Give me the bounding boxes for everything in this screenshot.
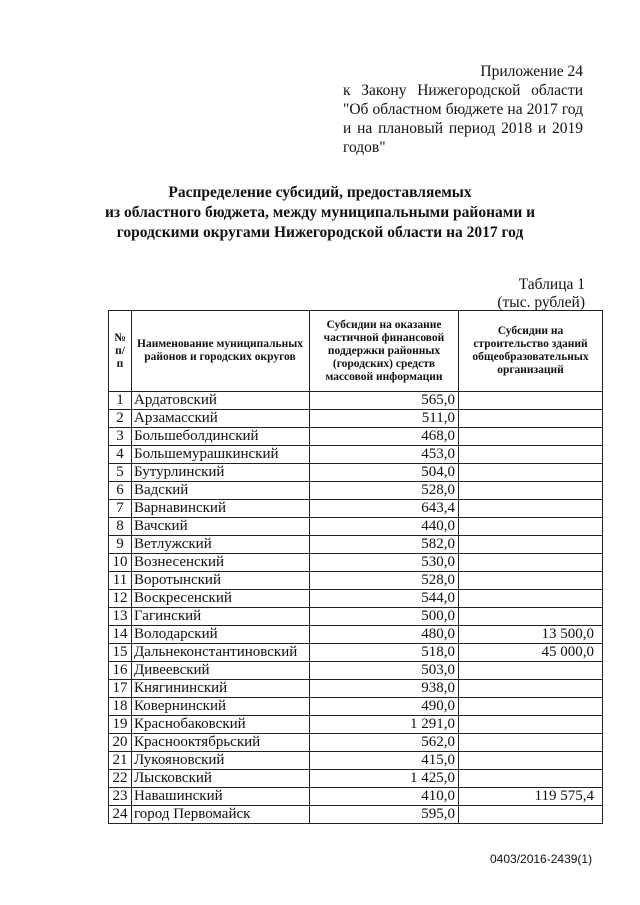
- media-subsidy: 500,0: [310, 608, 459, 626]
- schools-subsidy: [459, 608, 603, 626]
- schools-subsidy: [459, 392, 603, 410]
- media-subsidy: 562,0: [310, 734, 459, 752]
- district-name: Лысковский: [132, 770, 310, 788]
- row-number: 7: [109, 500, 132, 518]
- appendix-line: годов": [343, 139, 386, 156]
- table-row: [109, 734, 603, 752]
- schools-subsidy: 13 500,0: [459, 626, 603, 644]
- table-row: [109, 410, 603, 428]
- media-subsidy: 582,0: [310, 536, 459, 554]
- schools-subsidy: 45 000,0: [459, 644, 603, 662]
- header-schools: Субсидии на строительство зданий общеобразовательных организаций: [459, 311, 603, 392]
- district-name: Гагинский: [132, 608, 310, 626]
- schools-subsidy: [459, 464, 603, 482]
- table-row: [109, 644, 603, 662]
- table-row: [109, 608, 603, 626]
- table-row: [109, 464, 603, 482]
- district-name: Ковернинский: [132, 698, 310, 716]
- units-label: (тыс. рублей): [497, 294, 585, 311]
- media-subsidy: 504,0: [310, 464, 459, 482]
- table-caption: [480, 276, 585, 312]
- district-name: Дивеевский: [132, 662, 310, 680]
- table-row: [109, 698, 603, 716]
- district-name: Навашинский: [132, 788, 310, 806]
- district-name: Воротынский: [132, 572, 310, 590]
- table-row: [109, 554, 603, 572]
- district-name: Краснооктябрьский: [132, 734, 310, 752]
- table-header-row: [109, 311, 603, 392]
- media-subsidy: 565,0: [310, 392, 459, 410]
- media-subsidy: 1 291,0: [310, 716, 459, 734]
- table-row: [109, 752, 603, 770]
- schools-subsidy: 119 575,4: [459, 788, 603, 806]
- row-number: 22: [109, 770, 132, 788]
- row-number: 3: [109, 428, 132, 446]
- row-number: 13: [109, 608, 132, 626]
- district-name: Вознесенский: [132, 554, 310, 572]
- table-row: [109, 626, 603, 644]
- subsidy-table: [108, 310, 603, 824]
- media-subsidy: 528,0: [310, 572, 459, 590]
- row-number: 11: [109, 572, 132, 590]
- schools-subsidy: [459, 536, 603, 554]
- table-row: [109, 428, 603, 446]
- table-row: [109, 482, 603, 500]
- document-title: [100, 183, 540, 243]
- district-name: Арзамасский: [132, 410, 310, 428]
- schools-subsidy: [459, 518, 603, 536]
- row-number: 23: [109, 788, 132, 806]
- table-row: [109, 518, 603, 536]
- title-line: городскими округами Нижегородской области на 2017 год: [116, 224, 524, 241]
- district-name: город Первомайск: [132, 806, 310, 824]
- row-number: 15: [109, 644, 132, 662]
- district-name: Княгининский: [132, 680, 310, 698]
- table-row: [109, 770, 603, 788]
- title-line: Распределение субсидий, предоставляемых: [168, 184, 472, 201]
- table-row: [109, 392, 603, 410]
- appendix-number: Приложение 24: [480, 63, 583, 80]
- schools-subsidy: [459, 500, 603, 518]
- row-number: 18: [109, 698, 132, 716]
- media-subsidy: 453,0: [310, 446, 459, 464]
- row-number: 21: [109, 752, 132, 770]
- schools-subsidy: [459, 806, 603, 824]
- schools-subsidy: [459, 482, 603, 500]
- district-name: Вадский: [132, 482, 310, 500]
- media-subsidy: 490,0: [310, 698, 459, 716]
- schools-subsidy: [459, 410, 603, 428]
- media-subsidy: 410,0: [310, 788, 459, 806]
- table-row: [109, 572, 603, 590]
- schools-subsidy: [459, 734, 603, 752]
- header-name: Наименование муниципальных районов и городских округов: [132, 311, 310, 392]
- media-subsidy: 518,0: [310, 644, 459, 662]
- row-number: 10: [109, 554, 132, 572]
- appendix-line: к Закону Нижегородской области: [343, 82, 583, 99]
- table-row: [109, 446, 603, 464]
- appendix-line: "Об областном бюджете на 2017 год: [343, 101, 583, 118]
- table-label: Таблица 1: [518, 276, 585, 293]
- media-subsidy: 503,0: [310, 662, 459, 680]
- header-num: № п/п: [109, 311, 132, 392]
- district-name: Краснобаковский: [132, 716, 310, 734]
- row-number: 8: [109, 518, 132, 536]
- schools-subsidy: [459, 446, 603, 464]
- table-row: [109, 788, 603, 806]
- schools-subsidy: [459, 572, 603, 590]
- row-number: 5: [109, 464, 132, 482]
- district-name: Варнавинский: [132, 500, 310, 518]
- district-name: Дальнеконстантиновский: [132, 644, 310, 662]
- schools-subsidy: [459, 590, 603, 608]
- schools-subsidy: [459, 554, 603, 572]
- row-number: 9: [109, 536, 132, 554]
- title-line: из областного бюджета, между муниципальными районами и: [104, 204, 536, 221]
- media-subsidy: 530,0: [310, 554, 459, 572]
- table-row: [109, 806, 603, 824]
- schools-subsidy: [459, 698, 603, 716]
- row-number: 14: [109, 626, 132, 644]
- schools-subsidy: [459, 716, 603, 734]
- table-row: [109, 662, 603, 680]
- district-name: Володарский: [132, 626, 310, 644]
- district-name: Ветлужский: [132, 536, 310, 554]
- row-number: 17: [109, 680, 132, 698]
- row-number: 19: [109, 716, 132, 734]
- district-name: Бутурлинский: [132, 464, 310, 482]
- appendix-line: и на плановый период 2018 и 2019: [343, 120, 583, 137]
- table-row: [109, 680, 603, 698]
- appendix-header: [343, 62, 583, 157]
- header-media: Субсидии на оказание частичной финансовой поддержки районных (городских) средств массовой информации: [310, 311, 459, 392]
- media-subsidy: 595,0: [310, 806, 459, 824]
- row-number: 24: [109, 806, 132, 824]
- district-name: Большеболдинский: [132, 428, 310, 446]
- media-subsidy: 511,0: [310, 410, 459, 428]
- media-subsidy: 938,0: [310, 680, 459, 698]
- row-number: 12: [109, 590, 132, 608]
- district-name: Ардатовский: [132, 392, 310, 410]
- media-subsidy: 544,0: [310, 590, 459, 608]
- table-row: [109, 500, 603, 518]
- table-row: [109, 716, 603, 734]
- schools-subsidy: [459, 428, 603, 446]
- row-number: 16: [109, 662, 132, 680]
- media-subsidy: 643,4: [310, 500, 459, 518]
- row-number: 6: [109, 482, 132, 500]
- table-row: [109, 590, 603, 608]
- media-subsidy: 1 425,0: [310, 770, 459, 788]
- row-number: 20: [109, 734, 132, 752]
- district-name: Вачский: [132, 518, 310, 536]
- media-subsidy: 415,0: [310, 752, 459, 770]
- district-name: Воскресенский: [132, 590, 310, 608]
- row-number: 2: [109, 410, 132, 428]
- media-subsidy: 440,0: [310, 518, 459, 536]
- schools-subsidy: [459, 662, 603, 680]
- document-code: 0403/2016-2439(1): [490, 852, 593, 866]
- row-number: 1: [109, 392, 132, 410]
- media-subsidy: 468,0: [310, 428, 459, 446]
- table-row: [109, 536, 603, 554]
- schools-subsidy: [459, 752, 603, 770]
- schools-subsidy: [459, 680, 603, 698]
- media-subsidy: 528,0: [310, 482, 459, 500]
- media-subsidy: 480,0: [310, 626, 459, 644]
- district-name: Лукояновский: [132, 752, 310, 770]
- schools-subsidy: [459, 770, 603, 788]
- row-number: 4: [109, 446, 132, 464]
- district-name: Большемурашкинский: [132, 446, 310, 464]
